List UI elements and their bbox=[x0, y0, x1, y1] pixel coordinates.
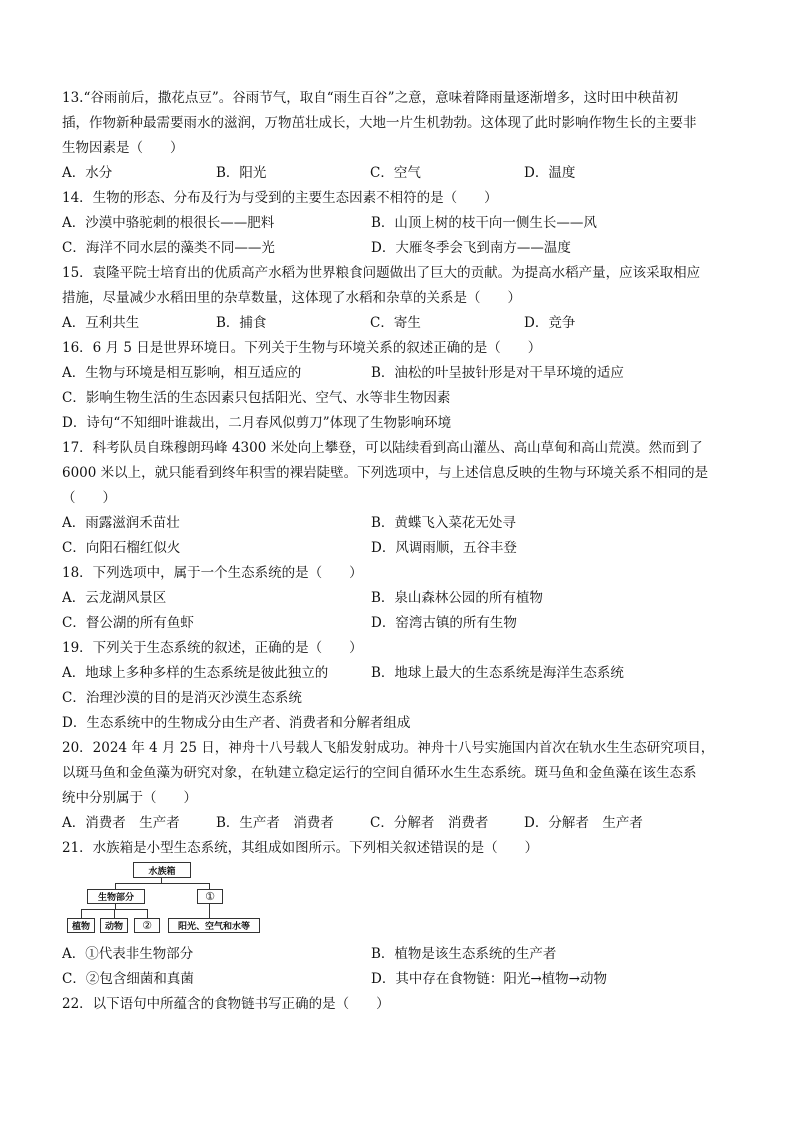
option-c: C．海洋不同水层的藻类不同——光 bbox=[62, 240, 275, 256]
option-c: C．督公湖的所有鱼虾 bbox=[62, 615, 194, 631]
diagram-circle2-box: ② bbox=[134, 918, 160, 933]
question-list bbox=[62, 86, 737, 1017]
question-14 bbox=[62, 186, 737, 261]
diagram-biotic-box: 生物部分 bbox=[87, 889, 145, 904]
question-21 bbox=[62, 836, 737, 992]
question-text: 插，作物新种最需要雨水的滋润，万物茁壮成长，大地一片生机勃勃。这体现了此时影响作物生长的主要非 bbox=[62, 115, 697, 131]
options-row bbox=[62, 586, 737, 611]
option-a: A．雨露滋润禾苗壮 bbox=[62, 515, 180, 531]
option-b: B．阳光 bbox=[216, 165, 267, 181]
option-d: D．分解者 生产者 bbox=[524, 815, 643, 831]
option-d: D．风调雨顺，五谷丰登 bbox=[371, 540, 517, 556]
question-16 bbox=[62, 336, 737, 436]
option-b: B．捕食 bbox=[216, 315, 267, 331]
option-c: C．空气 bbox=[370, 165, 421, 181]
option-a: A．生物与环境是相互影响，相互适应的 bbox=[62, 365, 302, 381]
option-a: A．消费者 生产者 bbox=[62, 815, 180, 831]
diagram-root-box: 水族箱 bbox=[133, 862, 191, 878]
options-row bbox=[62, 161, 737, 186]
option-a: A．沙漠中骆驼刺的根很长——肥料 bbox=[62, 215, 275, 231]
question-text: （ ） bbox=[62, 490, 116, 506]
question-text: 21．水族箱是小型生态系统，其组成如图所示。下列相关叙述错误的是（ ） bbox=[62, 840, 539, 856]
options-row bbox=[62, 311, 737, 336]
diagram-plant-box: 植物 bbox=[67, 918, 95, 933]
question-text: 6000 米以上，就只能看到终年积雪的裸岩陡壁。下列选项中，与上述信息反映的生物与环境关系不相同的是 bbox=[62, 465, 709, 481]
option-c: C．治理沙漠的目的是消灭沙漠生态系统 bbox=[62, 690, 302, 706]
options-row bbox=[62, 967, 737, 992]
question-text: 19．下列关于生态系统的叙述，正确的是（ ） bbox=[62, 640, 363, 656]
option-d: D．竞争 bbox=[524, 315, 576, 331]
diagram-animal-box: 动物 bbox=[100, 918, 128, 933]
option-b: B．植物是该生态系统的生产者 bbox=[371, 946, 557, 962]
option-d: D．窑湾古镇的所有生物 bbox=[371, 615, 517, 631]
question-text: 统中分别属于（ ） bbox=[62, 790, 197, 806]
question-20 bbox=[62, 736, 737, 836]
options-row bbox=[62, 811, 737, 836]
option-a: A．水分 bbox=[62, 165, 113, 181]
option-c: C．寄生 bbox=[370, 315, 421, 331]
options-row bbox=[62, 361, 737, 386]
aquarium-diagram bbox=[64, 862, 264, 940]
option-a: A．云龙湖风景区 bbox=[62, 590, 167, 606]
option-d: D．诗句“不知细叶谁裁出，二月春风似剪刀”体现了生物影响环境 bbox=[62, 415, 452, 431]
question-13 bbox=[62, 86, 737, 186]
option-b: B．山顶上树的枝干向一侧生长——风 bbox=[371, 215, 597, 231]
question-text: 14．生物的形态、分布及行为与受到的主要生态因素不相符的是（ ） bbox=[62, 190, 498, 206]
option-b: B．油松的叶呈披针形是对干旱环境的适应 bbox=[371, 365, 624, 381]
diagram-abiotic-box: 阳光、空气和水等 bbox=[168, 918, 260, 933]
options-row bbox=[62, 661, 737, 686]
option-c: C．分解者 消费者 bbox=[370, 815, 489, 831]
diagram-circle1-box: ① bbox=[197, 889, 223, 904]
question-text: 生物因素是（ ） bbox=[62, 140, 184, 156]
option-b: B．生产者 消费者 bbox=[216, 815, 334, 831]
option-c: C．影响生物生活的生态因素只包括阳光、空气、水等非生物因素 bbox=[62, 390, 451, 406]
question-15 bbox=[62, 261, 737, 336]
question-text: 16．6 月 5 日是世界环境日。下列关于生物与环境关系的叙述正确的是（ ） bbox=[62, 340, 542, 356]
question-text: 22．以下语句中所蕴含的食物链书写正确的是（ ） bbox=[62, 996, 390, 1012]
question-text: 措施，尽量减少水稻田里的杂草数量，这体现了水稻和杂草的关系是（ ） bbox=[62, 290, 521, 306]
option-a: A．①代表非生物部分 bbox=[62, 946, 194, 962]
option-b: B．地球上最大的生态系统是海洋生态系统 bbox=[371, 665, 624, 681]
question-text: 18．下列选项中，属于一个生态系统的是（ ） bbox=[62, 565, 363, 581]
question-text: 20．2024 年 4 月 25 日，神舟十八号载人飞船发射成功。神舟十八号实施国内首次在轨水生生态研究项目， bbox=[62, 740, 715, 756]
option-d: D．大雁冬季会飞到南方——温度 bbox=[371, 240, 571, 256]
question-text: 以斑马鱼和金鱼藻为研究对象，在轨建立稳定运行的空间自循环水生生态系统。斑马鱼和金鱼藻在该生态系 bbox=[62, 765, 697, 781]
option-c: C．向阳石榴红似火 bbox=[62, 540, 181, 556]
option-d: D．温度 bbox=[524, 165, 576, 181]
question-18 bbox=[62, 561, 737, 636]
option-d: D．生态系统中的生物成分由生产者、消费者和分解者组成 bbox=[62, 715, 411, 731]
option-b: B．黄蝶飞入菜花无处寻 bbox=[371, 515, 516, 531]
question-17 bbox=[62, 436, 737, 561]
options-row bbox=[62, 511, 737, 536]
question-text: 13.“谷雨前后，撒花点豆”。谷雨节气，取自“雨生百谷”之意，意味着降雨量逐渐增多，这时田中秧苗初 bbox=[62, 90, 679, 106]
question-text: 15．袁隆平院士培育出的优质高产水稻为世界粮食问题做出了巨大的贡献。为提高水稻产量，应该采取相应 bbox=[62, 265, 701, 281]
options-row bbox=[62, 942, 737, 967]
options-row bbox=[62, 236, 737, 261]
options-row bbox=[62, 211, 737, 236]
question-19 bbox=[62, 636, 737, 736]
option-a: A．互利共生 bbox=[62, 315, 140, 331]
options-row bbox=[62, 611, 737, 636]
option-b: B．泉山森林公园的所有植物 bbox=[371, 590, 543, 606]
question-22 bbox=[62, 992, 737, 1017]
option-c: C．②包含细菌和真菌 bbox=[62, 971, 194, 987]
options-row bbox=[62, 536, 737, 561]
question-text: 17．科考队员自珠穆朗玛峰 4300 米处向上攀登，可以陆续看到高山灌丛、高山草甸和高山荒漠。然而到了 bbox=[62, 440, 703, 456]
option-d: D．其中存在食物链：阳光→植物→动物 bbox=[371, 971, 607, 987]
option-a: A．地球上多种多样的生态系统是彼此独立的 bbox=[62, 665, 329, 681]
